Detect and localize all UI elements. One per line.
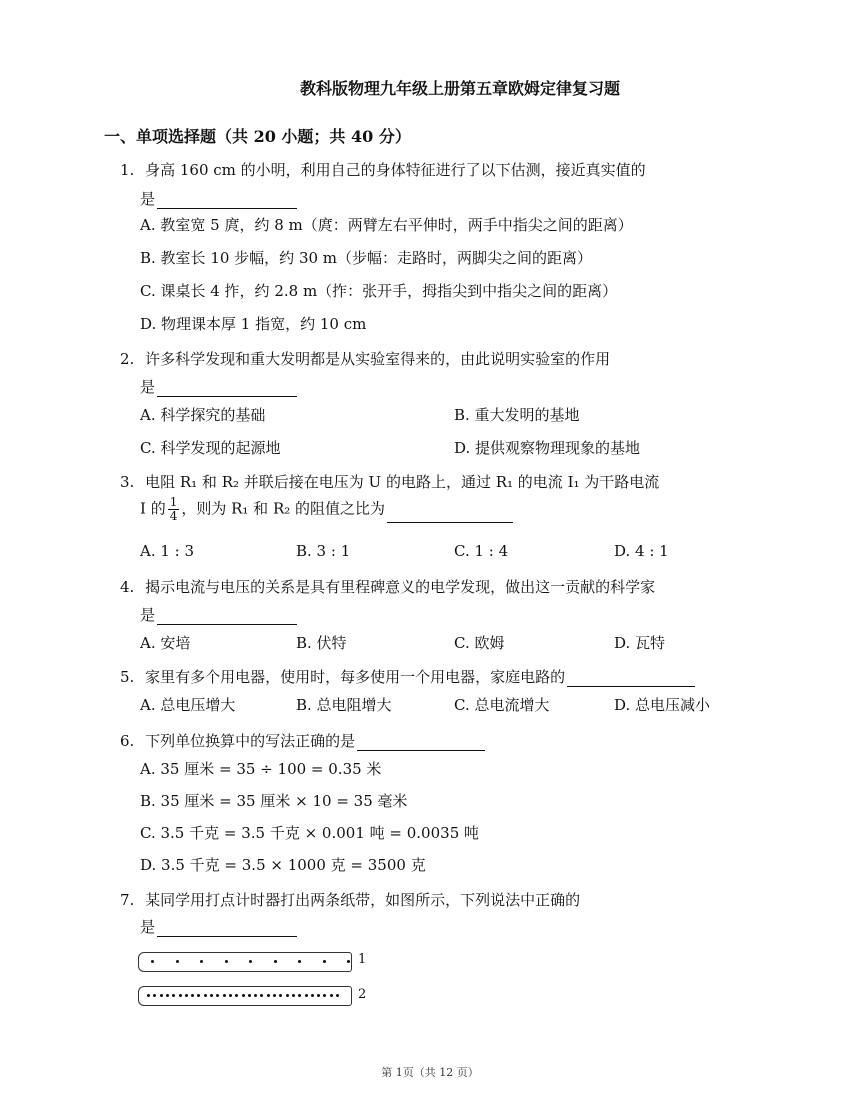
tape-dot <box>249 960 252 963</box>
tape-dot <box>317 994 320 997</box>
question-text: 家里有多个用电器，使用时，每多使用一个用电器，家庭电路的 <box>145 668 566 686</box>
answer-blank <box>157 920 297 937</box>
question-6 <box>120 730 485 751</box>
question-text: ，则为 R₁ 和 R₂ 的阻值之比为 <box>181 499 386 518</box>
tape-label-2: 2 <box>358 987 367 1002</box>
option-b: B. 重大发明的基地 <box>454 406 580 424</box>
tape-dot <box>330 994 333 997</box>
option-b: B. 教室长 10 步幅，约 30 m（步幅：走路时，两脚尖之间的距离） <box>140 249 593 267</box>
option-d: D. 物理课本厚 1 指宽，约 10 cm <box>140 315 367 333</box>
tape-dot <box>254 994 257 997</box>
question-text: 某同学用打点计时器打出两条纸带，如图所示，下列说法中正确的 <box>145 891 581 909</box>
option-b: B. 3 : 1 <box>296 542 351 560</box>
option-d: D. 提供观察物理现象的基地 <box>454 439 641 457</box>
tape-dot <box>176 960 179 963</box>
tape-dot <box>323 960 326 963</box>
option-d: D. 4 : 1 <box>614 542 669 560</box>
question-number: 5. <box>120 668 135 686</box>
question-3 <box>120 471 659 492</box>
section-heading: 一、单项选择题（共 20 小题；共 40 分） <box>104 127 411 146</box>
question-4-cont <box>140 604 297 625</box>
tape-dot <box>274 960 277 963</box>
tape-dot <box>286 994 289 997</box>
question-5 <box>120 666 695 687</box>
option-c: C. 欧姆 <box>454 634 505 652</box>
tape-dot <box>166 994 169 997</box>
page-title: 教科版物理九年级上册第五章欧姆定律复习题 <box>299 79 620 98</box>
option-a: A. 教室宽 5 庹，约 8 m（庹：两臂左右平伸时，两手中指尖之间的距离） <box>140 216 633 234</box>
answer-blank <box>157 608 297 625</box>
tape-dot <box>279 994 282 997</box>
option-b: B. 总电阻增大 <box>296 696 392 714</box>
option-c: C. 总电流增大 <box>454 696 550 714</box>
tape-dot <box>151 960 154 963</box>
option-a: A. 总电压增大 <box>140 696 236 714</box>
option-c: C. 1 : 4 <box>454 542 509 560</box>
question-number: 4. <box>120 578 135 596</box>
answer-blank <box>567 670 695 687</box>
page-footer: 第 1页（共 12 页） <box>381 1066 479 1079</box>
tape-dot <box>200 960 203 963</box>
option-c: C. 课桌长 4 拃，约 2.8 m（拃：张开手，拇指尖到中指尖之间的距离） <box>140 282 618 300</box>
option-d: D. 3.5 千克 = 3.5 × 1000 克 = 3500 克 <box>140 856 426 874</box>
question-1 <box>120 159 646 180</box>
tape-dot <box>323 994 326 997</box>
question-text: 是 <box>140 606 156 624</box>
question-text: 身高 160 cm 的小明，利用自己的身体特征进行了以下估测，接近真实值的 <box>145 161 646 179</box>
fraction <box>168 496 180 523</box>
question-7-cont <box>140 916 297 937</box>
option-d: D. 总电压减小 <box>614 696 711 714</box>
tape-dot <box>216 994 219 997</box>
question-4 <box>120 576 655 597</box>
option-a: A. 1 : 3 <box>140 542 195 560</box>
tape-dot <box>185 994 188 997</box>
question-text: 是 <box>140 918 156 936</box>
tape-dot <box>179 994 182 997</box>
option-c: C. 3.5 千克 = 3.5 千克 × 0.001 吨 = 0.0035 吨 <box>140 824 480 842</box>
fraction-denominator: 4 <box>169 509 178 523</box>
tape-dot <box>305 994 308 997</box>
option-c: C. 科学发现的起源地 <box>140 439 281 457</box>
tape-dot <box>298 994 301 997</box>
question-text: 电阻 R₁ 和 R₂ 并联后接在电压为 U 的电路上，通过 R₁ 的电流 I₁ 为干路电流 <box>145 473 660 491</box>
question-3-cont <box>140 496 513 523</box>
tape-dot <box>210 994 213 997</box>
question-2-cont <box>140 376 297 397</box>
question-text: 揭示电流与电压的关系是具有里程碑意义的电学发现，做出这一贡献的科学家 <box>145 578 656 596</box>
option-d: D. 瓦特 <box>614 634 666 652</box>
option-b: B. 35 厘米 = 35 厘米 × 10 = 35 毫米 <box>140 792 408 810</box>
fraction-numerator: 1 <box>169 495 178 509</box>
tape-dot <box>204 994 207 997</box>
tape-dot <box>229 994 232 997</box>
tape-dot <box>347 960 350 963</box>
tape-dot <box>260 994 263 997</box>
option-b: B. 伏特 <box>296 634 347 652</box>
tape-dot <box>292 994 295 997</box>
tape-dot <box>153 994 156 997</box>
tape-dot <box>235 994 238 997</box>
tape-dot <box>311 994 314 997</box>
tape-dot <box>242 994 245 997</box>
question-text: 是 <box>140 190 156 208</box>
question-text: 许多科学发现和重大发明都是从实验室得来的，由此说明实验室的作用 <box>145 350 611 368</box>
tape-dot <box>197 994 200 997</box>
question-number: 6. <box>120 732 135 750</box>
option-a: A. 科学探究的基础 <box>140 406 266 424</box>
option-a: A. 35 厘米 = 35 ÷ 100 = 0.35 米 <box>140 760 382 778</box>
tape-dot <box>267 994 270 997</box>
tape-dot <box>336 994 339 997</box>
question-number: 1. <box>120 161 135 179</box>
answer-blank <box>387 506 513 523</box>
tape-label-1: 1 <box>358 952 367 967</box>
tape-dot <box>160 994 163 997</box>
answer-blank <box>357 734 485 751</box>
question-2 <box>120 348 610 369</box>
question-number: 2. <box>120 350 135 368</box>
tape-dot <box>225 960 228 963</box>
paper-tape-1 <box>138 952 352 972</box>
question-text: 是 <box>140 378 156 396</box>
tape-dot <box>273 994 276 997</box>
question-number: 7. <box>120 891 135 909</box>
tape-dot <box>147 994 150 997</box>
tape-dot <box>298 960 301 963</box>
answer-blank <box>157 192 297 209</box>
tape-dot <box>223 994 226 997</box>
tape-dot <box>248 994 251 997</box>
paper-tape-2 <box>138 986 352 1006</box>
tape-dot <box>172 994 175 997</box>
tape-dot <box>191 994 194 997</box>
question-number: 3. <box>120 473 135 491</box>
question-7 <box>120 889 580 910</box>
option-a: A. 安培 <box>140 634 191 652</box>
question-text: 下列单位换算中的写法正确的是 <box>145 732 356 750</box>
question-1-cont <box>140 188 297 209</box>
question-text: I 的 <box>140 499 166 518</box>
answer-blank <box>157 380 297 397</box>
